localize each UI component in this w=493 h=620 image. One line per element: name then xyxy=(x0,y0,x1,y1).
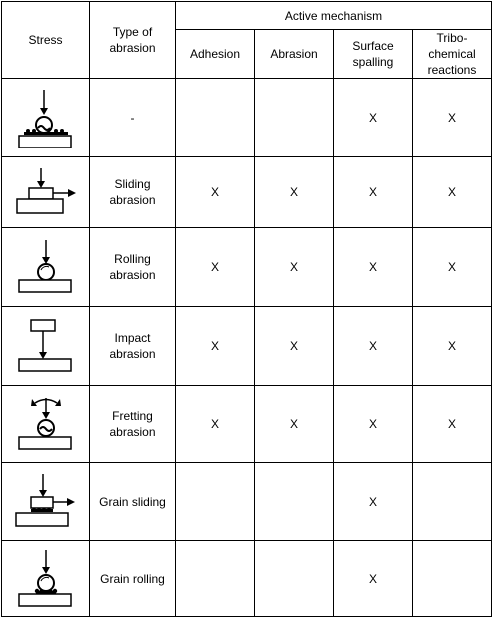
table-row xyxy=(2,463,492,541)
table-row xyxy=(2,79,492,157)
stress-cell xyxy=(2,79,90,157)
abrasion-type-cell: Impact abrasion xyxy=(90,307,176,386)
surface-spalling-cell: X xyxy=(334,307,413,386)
grain-rolling-icon xyxy=(2,548,89,610)
tribochemical-cell: X xyxy=(413,307,492,386)
abrasion-cell: X xyxy=(255,157,334,228)
abrasion-cell: X xyxy=(255,386,334,463)
abrasion-type-cell: Grain rolling xyxy=(90,541,176,617)
abrasion-cell xyxy=(255,463,334,541)
fretting-ball-icon xyxy=(2,394,89,454)
stress-cell xyxy=(2,463,90,541)
header-abrasion: Abrasion xyxy=(255,30,334,79)
tribochemical-cell: X xyxy=(413,228,492,307)
surface-spalling-cell: X xyxy=(334,386,413,463)
header-tribochemical-reactions: Tribo- chemical reactions xyxy=(413,30,492,79)
mechanism-table xyxy=(1,1,492,617)
abrasion-type-cell: Fretting abrasion xyxy=(90,386,176,463)
adhesion-cell xyxy=(176,79,255,157)
surface-spalling-cell: X xyxy=(334,463,413,541)
stress-cell xyxy=(2,386,90,463)
header-surface-spalling: Surface spalling xyxy=(334,30,413,79)
tribochemical-cell: X xyxy=(413,79,492,157)
table-row xyxy=(2,386,492,463)
adhesion-cell xyxy=(176,463,255,541)
surface-spalling-cell: X xyxy=(334,228,413,307)
impact-block-icon xyxy=(2,316,89,376)
surface-spalling-cell: X xyxy=(334,541,413,617)
abrasion-cell: X xyxy=(255,307,334,386)
adhesion-cell xyxy=(176,541,255,617)
header-row-1 xyxy=(2,2,492,30)
header-type-of-abrasion: Type of abrasion xyxy=(90,2,176,79)
stress-cell xyxy=(2,541,90,617)
abrasion-type-cell: Rolling abrasion xyxy=(90,228,176,307)
adhesion-cell: X xyxy=(176,386,255,463)
tribochemical-cell: X xyxy=(413,386,492,463)
abrasion-type-cell: Sliding abrasion xyxy=(90,157,176,228)
abrasion-cell xyxy=(255,79,334,157)
adhesion-cell: X xyxy=(176,228,255,307)
particle-impingement-icon xyxy=(2,88,89,148)
surface-spalling-cell: X xyxy=(334,79,413,157)
tribochemical-cell: X xyxy=(413,157,492,228)
adhesion-cell: X xyxy=(176,307,255,386)
stress-cell xyxy=(2,157,90,228)
abrasion-cell xyxy=(255,541,334,617)
tribochemical-cell xyxy=(413,541,492,617)
table-row xyxy=(2,307,492,386)
header-active-mechanism: Active mechanism xyxy=(176,2,492,30)
abrasion-cell: X xyxy=(255,228,334,307)
table-row xyxy=(2,541,492,617)
adhesion-cell: X xyxy=(176,157,255,228)
grain-sliding-icon xyxy=(2,471,89,533)
sliding-block-icon xyxy=(2,166,89,218)
table-row xyxy=(2,157,492,228)
abrasion-type-cell: Grain sliding xyxy=(90,463,176,541)
stress-cell xyxy=(2,307,90,386)
stress-cell xyxy=(2,228,90,307)
surface-spalling-cell: X xyxy=(334,157,413,228)
table-row xyxy=(2,228,492,307)
abrasion-type-cell: - xyxy=(90,79,176,157)
header-stress: Stress xyxy=(2,2,90,79)
rolling-ball-icon xyxy=(2,237,89,297)
tribochemical-cell xyxy=(413,463,492,541)
header-adhesion: Adhesion xyxy=(176,30,255,79)
